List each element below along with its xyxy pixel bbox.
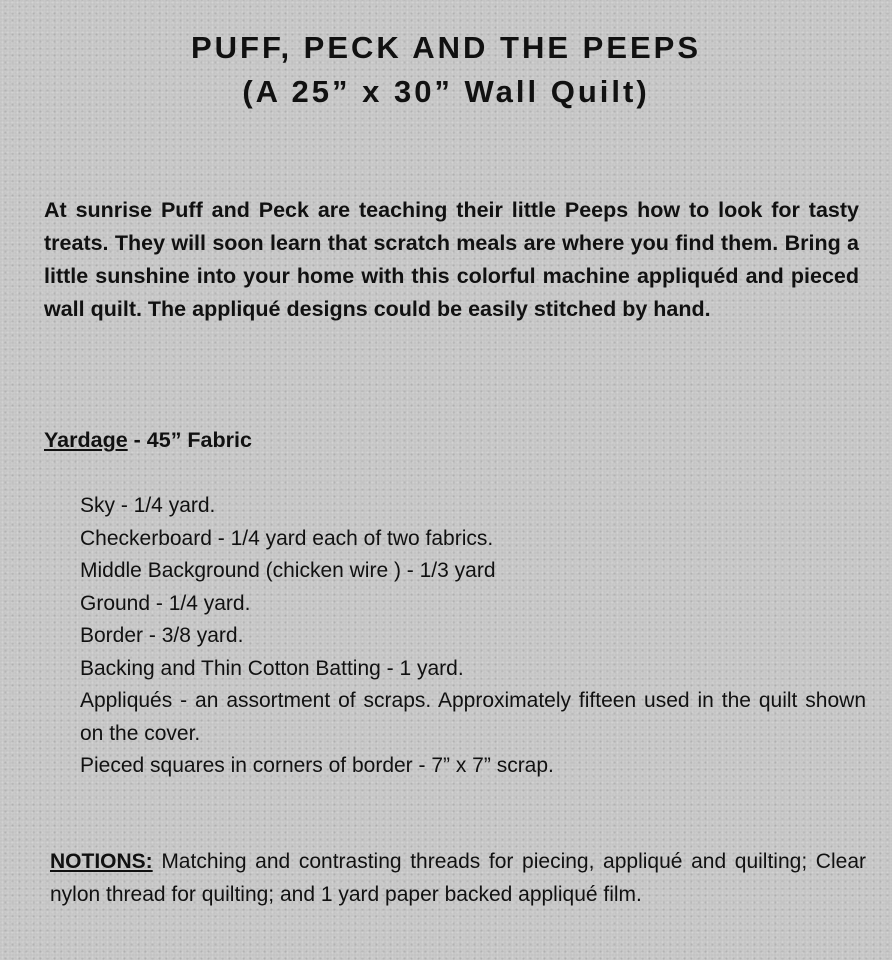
notions-label: NOTIONS: — [50, 850, 153, 873]
page-title — [0, 26, 892, 114]
yardage-heading — [44, 424, 252, 457]
yardage-heading-suffix: - 45” Fabric — [127, 428, 252, 452]
title-line-1: PUFF, PECK AND THE PEEPS — [190, 30, 702, 65]
title-line-2: (A 25” x 30” Wall Quilt) — [242, 74, 650, 109]
yardage-list — [80, 490, 866, 783]
yardage-item-appliques: Appliqués - an assortment of scraps. Approximately fifteen used in the quilt shown on the cover. — [80, 689, 866, 745]
yardage-item-middle-background: Middle Background (chicken wire ) - 1/3 yard — [80, 559, 496, 582]
yardage-item-checkerboard: Checkerboard - 1/4 yard each of two fabrics. — [80, 526, 494, 550]
yardage-item-ground: Ground - 1/4 yard. — [80, 591, 251, 615]
yardage-item-backing: Backing and Thin Cotton Batting - 1 yard. — [80, 656, 464, 680]
notions-paragraph — [50, 846, 866, 911]
yardage-item-border: Border - 3/8 yard. — [80, 624, 244, 647]
yardage-item-sky: Sky - 1/4 yard. — [80, 494, 216, 517]
notions-text: Matching and contrasting threads for piecing, appliqué and quilting; Clear nylon thread for quilting; and 1 yard paper backed appliqué film. — [50, 850, 866, 906]
yardage-heading-label: Yardage — [44, 428, 128, 452]
yardage-item-pieced-squares: Pieced squares in corners of border - 7” x 7” scrap. — [80, 754, 554, 777]
intro-paragraph: At sunrise Puff and Peck are teaching their little Peeps how to look for tasty treats. They will soon learn that scratch meals are where you find them. Bring a little sunshine into your home with this colorful machine appliquéd and pieced wall quilt. The appliqué designs could be easily stitched by hand. — [44, 198, 859, 321]
